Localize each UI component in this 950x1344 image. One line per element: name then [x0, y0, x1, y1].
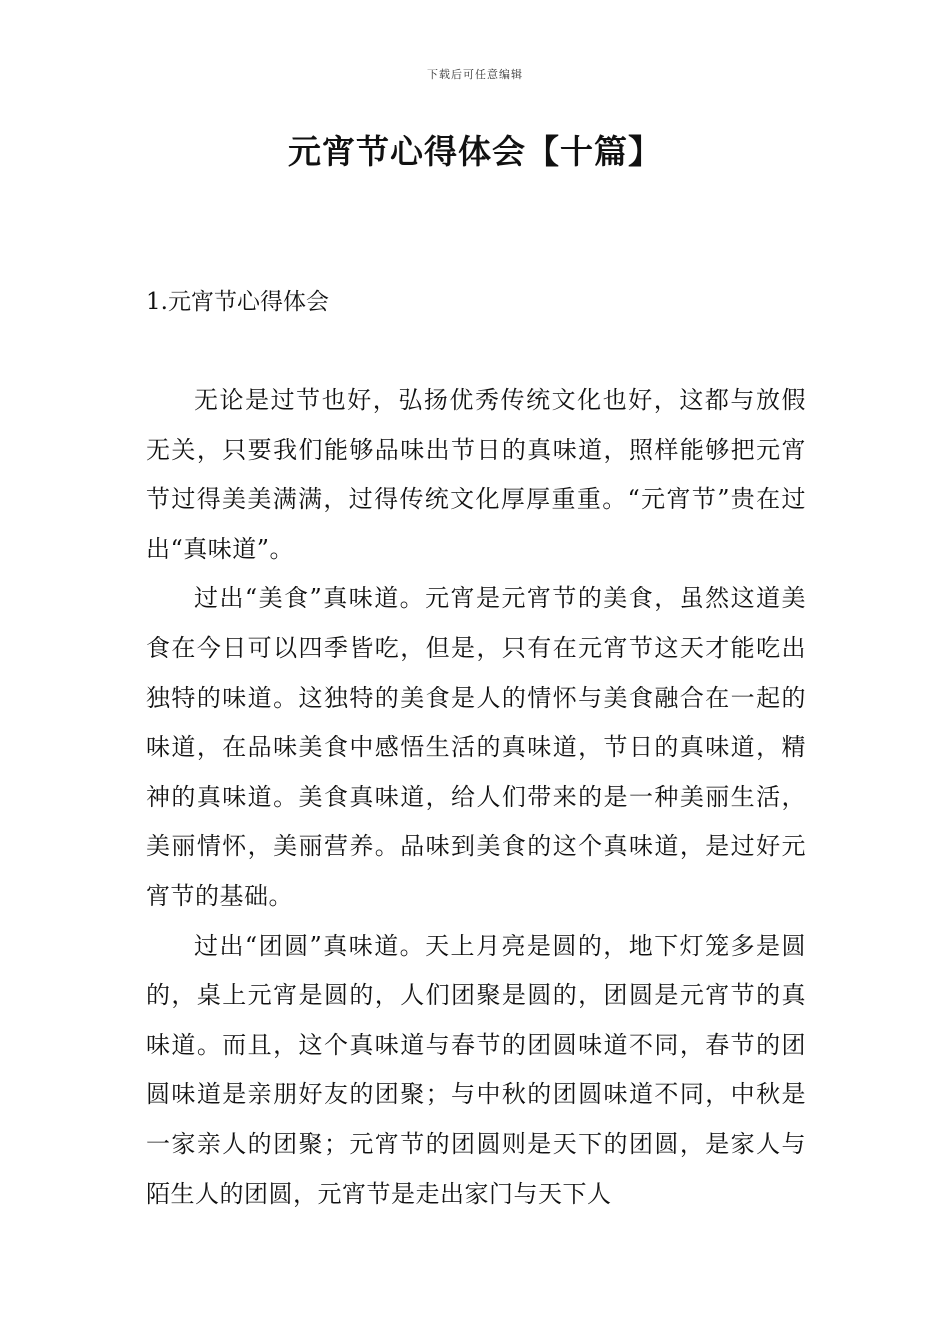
section-heading: 1.元宵节心得体会 [146, 289, 329, 315]
paragraph-3: 过出“团圆”真味道。天上月亮是圆的，地下灯笼多是圆的，桌上元宵是圆的，人们团聚是圆的，团圆是元宵节的真味道。而且，这个真味道与春节的团圆味道不同，春节的团圆味道是亲朋好友的团聚；与中秋的团圆味道不同，中秋是一家亲人的团聚；元宵节的团圆则是天下的团圆，是家人与陌生人的团圆，元宵节是走出家门与天下人 [146, 931, 806, 1208]
paragraph-1: 无论是过节也好，弘扬优秀传统文化也好，这都与放假无关，只要我们能够品味出节日的真味道，照样能够把元宵节过得美美满满，过得传统文化厚厚重重。“元宵节”贵在过出“真味道”。 [146, 386, 806, 563]
header-note: 下载后可任意编辑 [427, 68, 523, 81]
body-text [146, 376, 806, 1219]
document-title: 元宵节心得体会【十篇】 [288, 132, 662, 171]
paragraph-2: 过出“美食”真味道。元宵是元宵节的美食，虽然这道美食在今日可以四季皆吃，但是，只有在元宵节这天才能吃出独特的味道。这独特的美食是人的情怀与美食融合在一起的味道，在品味美食中感悟生活的真味道，节日的真味道，精神的真味道。美食真味道，给人们带来的是一种美丽生活，美丽情怀，美丽营养。品味到美食的这个真味道，是过好元宵节的基础。 [146, 584, 806, 910]
